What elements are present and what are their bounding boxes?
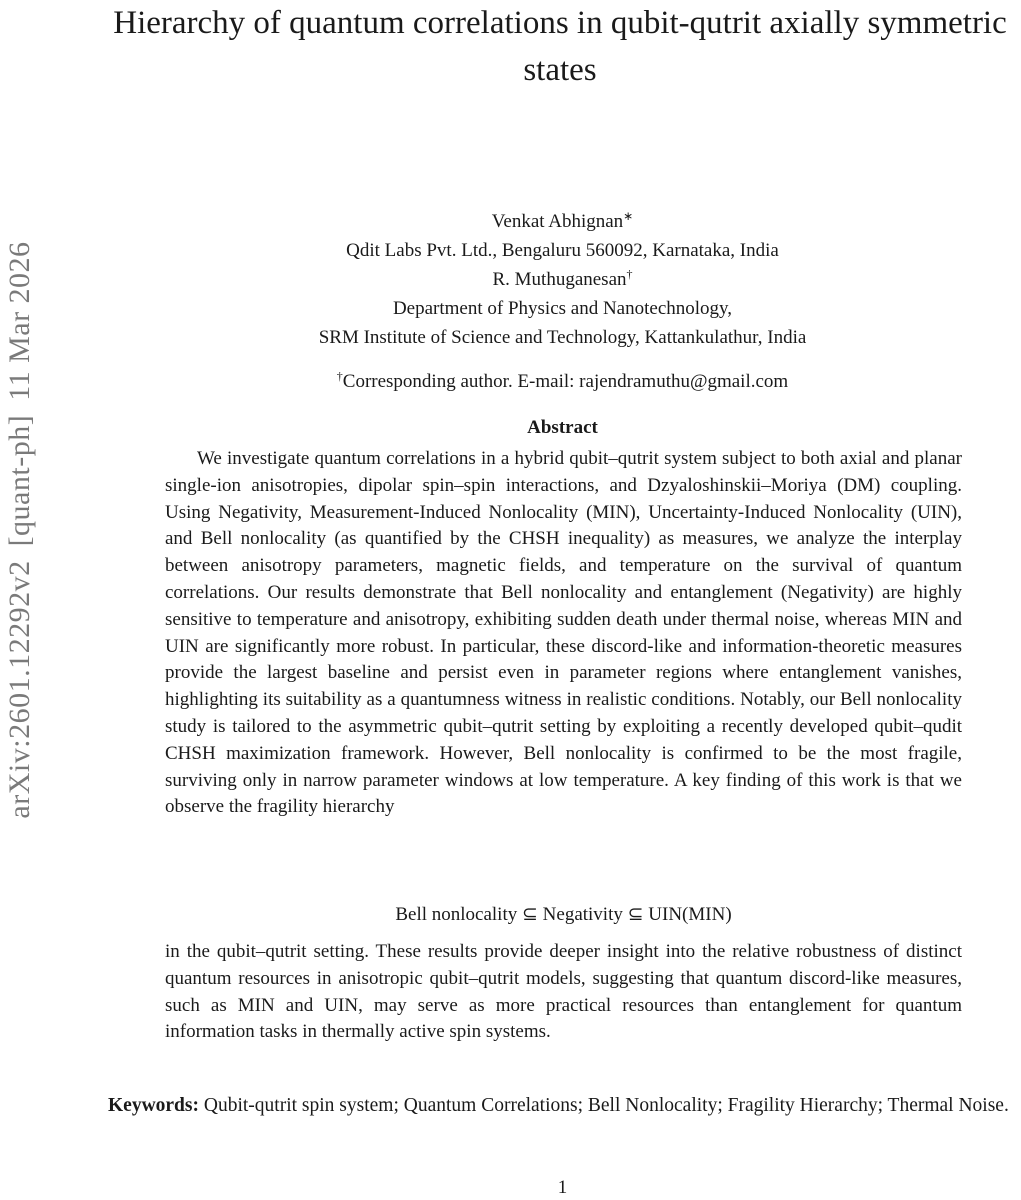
author-2-mark: † <box>626 267 633 281</box>
fragility-hierarchy-equation: Bell nonlocality ⊆ Negativity ⊆ UIN(MIN) <box>395 904 732 925</box>
keywords-text: Qubit-qutrit spin system; Quantum Correlations; Bell Nonlocality; Fragility Hierarchy; Thermal Noise. <box>203 1095 1009 1116</box>
corresponding-mark: † <box>336 369 343 383</box>
abstract-heading: Abstract <box>527 417 598 438</box>
arxiv-identifier-sidebar <box>3 241 37 818</box>
corresponding-author-note <box>100 369 1021 395</box>
author-2 <box>100 265 1021 294</box>
author-1-mark: ∗ <box>623 209 634 223</box>
keywords-label: Keywords: <box>108 1095 199 1116</box>
arxiv-category: [quant-ph] <box>3 414 36 547</box>
author-1-name: Venkat Abhignan <box>491 211 624 232</box>
arxiv-id: arXiv:2601.12292v2 <box>3 560 36 819</box>
affiliation-1: Qdit Labs Pvt. Ltd., Bengaluru 560092, Karnataka, India <box>346 240 779 261</box>
author-2-name: R. Muthuganesan <box>492 269 627 290</box>
abstract-paragraph-1: We investigate quantum correlations in a hybrid qubit–qutrit system subject to both axial and planar single-ion anisotropies, dipolar spin–spin interactions, and Dzyaloshinskii–Moriya (DM) coupling. Using Negativity, Measurement-Induced Nonlocality (MIN), Uncertainty-Induced Nonlocality (UIN), and Bell nonlocality (as quantified by the CHSH inequality) as measures, we analyze the interplay between anisotropy parameters, magnetic fields, and temperature on the survival of quantum correlations. Our results demonstrate that Bell nonlocality and entanglement (Negativity) are highly sensitive to temperature and anisotropy, exhibiting sudden death under thermal noise, whereas MIN and UIN are significantly more robust. In particular, these discord-like and information-theoretic measures provide the largest baseline and persist even in parameter regions where entanglement vanishes, highlighting its suitability as a quantumness witness in realistic conditions. Notably, our Bell nonlocality study is tailored to the asymmetric qubit–qutrit setting by exploiting a recently developed qubit–qudit CHSH maximization framework. However, Bell nonlocality is confirmed to be the most fragile, surviving only in narrow parameter windows at low temperature. A key finding of this work is that we observe the fragility hierarchy <box>165 448 962 818</box>
keywords <box>108 1092 1021 1120</box>
paper-title: Hierarchy of quantum correlations in qubit-qutrit axially symmetric states <box>113 5 1007 88</box>
affiliation-2-line-1: Department of Physics and Nanotechnology, <box>392 298 733 319</box>
affiliation-2-line-2: SRM Institute of Science and Technology, Kattankulathur, India <box>318 327 807 348</box>
author-1 <box>100 207 1021 236</box>
page-number: 1 <box>557 1177 568 1198</box>
corresponding-text: Corresponding author. E-mail: rajendramuthu@gmail.com <box>342 371 789 392</box>
author-block <box>100 207 1021 352</box>
arxiv-date: 11 Mar 2026 <box>3 241 36 401</box>
abstract-paragraph-2: in the qubit–qutrit setting. These results provide deeper insight into the relative robustness of distinct quantum resources in anisotropic qubit–qutrit models, suggesting that quantum discord-like measures, such as MIN and UIN, may serve as more practical resources than entanglement for quantum information tasks in thermally active spin systems. <box>165 941 962 1043</box>
